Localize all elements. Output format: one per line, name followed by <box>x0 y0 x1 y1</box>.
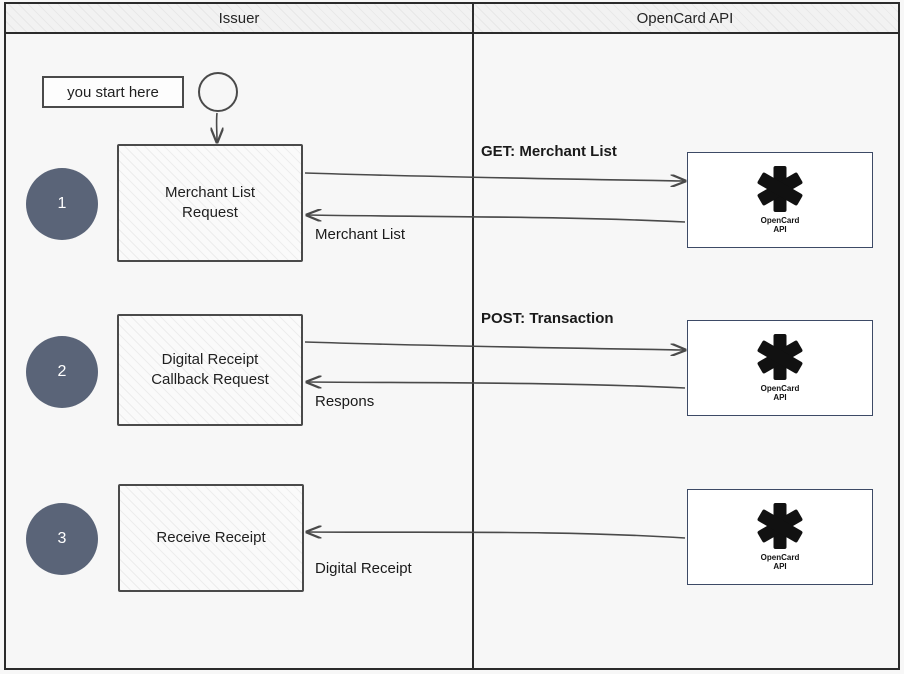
process-box-receive-receipt <box>118 484 304 592</box>
edge-label-merchant-list: Merchant List <box>315 226 406 243</box>
process-box-1-line2: Request <box>182 204 238 221</box>
api-card-3 <box>687 489 873 585</box>
api-card-2-caption-line1: OpenCard <box>760 383 800 393</box>
swimlane-label-issuer: Issuer <box>218 9 260 27</box>
api-card-2-caption-line2: API <box>773 393 787 402</box>
step-badge-3-label: 3 <box>57 530 67 547</box>
process-box-1-line1: Merchant List <box>164 183 256 201</box>
swimlane-label-opencard: OpenCard API <box>636 9 734 27</box>
opencard-logo-icon <box>753 166 807 212</box>
api-card-3-caption-line2: API <box>773 562 787 571</box>
edge-label-digital-receipt: Digital Receipt <box>315 560 412 577</box>
edge-label-post-transaction: POST: Transaction <box>481 310 614 327</box>
swimlane-header-opencard <box>472 4 898 34</box>
step-badge-2-label: 2 <box>57 363 67 380</box>
edge-label-get-merchant-list: GET: Merchant List <box>481 143 617 160</box>
api-card-1-caption-line2: API <box>773 225 787 234</box>
step-badge-1-label: 1 <box>57 195 67 212</box>
start-note-label: you start here <box>67 83 159 101</box>
step-badge-1 <box>26 168 98 240</box>
api-card-1-caption-line1: OpenCard <box>760 215 800 225</box>
opencard-logo-icon <box>753 334 807 380</box>
swimlane-divider <box>472 4 474 668</box>
process-box-2-line2: Callback Request <box>151 371 269 388</box>
api-card-2 <box>687 320 873 416</box>
opencard-logo-icon <box>753 503 807 549</box>
step-badge-2 <box>26 336 98 408</box>
process-box-digital-receipt-callback-request <box>117 314 303 426</box>
start-node-circle <box>198 72 238 112</box>
process-box-merchant-list-request <box>117 144 303 262</box>
api-card-1 <box>687 152 873 248</box>
process-box-2-line1: Digital Receipt <box>161 350 259 368</box>
swimlane-header-issuer <box>6 4 472 34</box>
start-note <box>42 76 184 108</box>
edge-label-respons: Respons <box>315 393 375 410</box>
process-box-3-line1: Receive Receipt <box>156 528 266 546</box>
step-badge-3 <box>26 503 98 575</box>
api-card-3-caption-line1: OpenCard <box>760 552 800 562</box>
